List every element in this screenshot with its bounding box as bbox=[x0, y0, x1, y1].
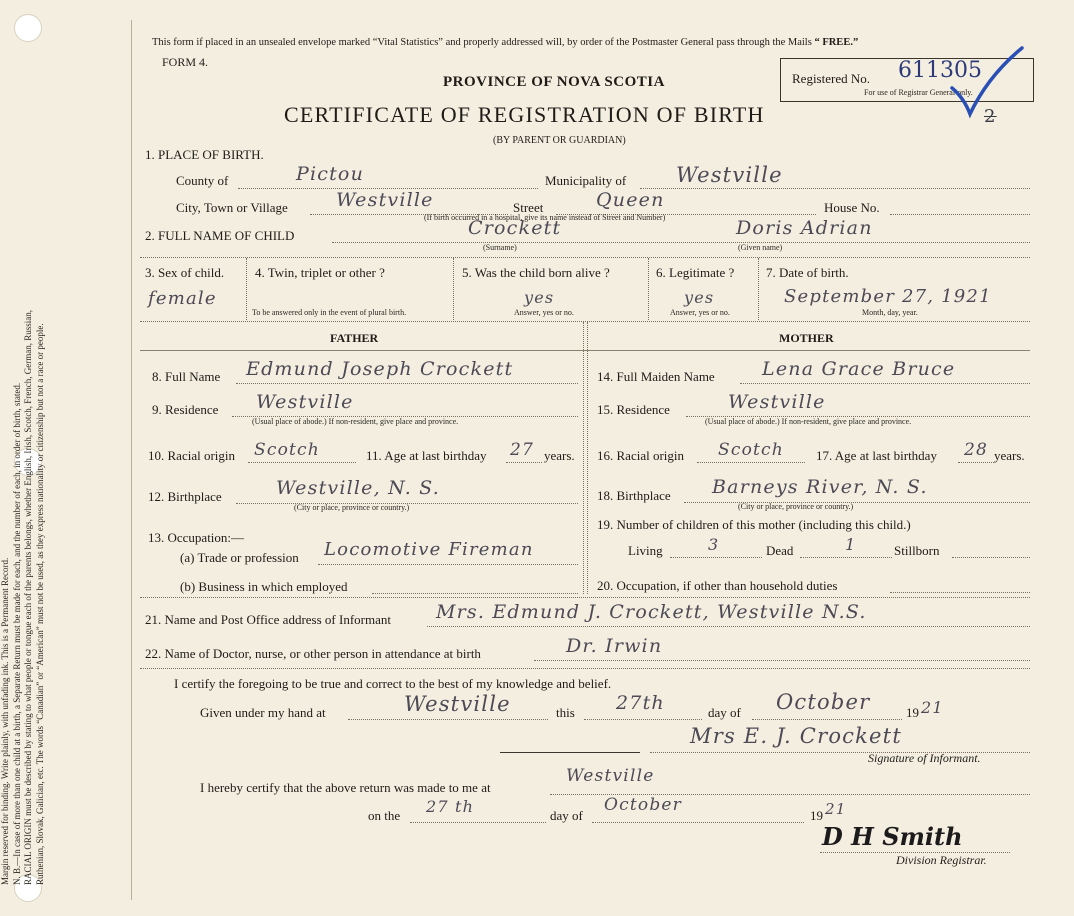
mother-name-line bbox=[740, 383, 1030, 384]
mother-residence-label: 15. Residence bbox=[597, 402, 670, 417]
row-3-7-top bbox=[140, 257, 1030, 258]
mail-notice-free: “ FREE.” bbox=[814, 37, 859, 48]
mother-residence-note: (Usual place of abode.) If non-resident, give place and province. bbox=[705, 417, 912, 426]
father-racial-value: Scotch bbox=[254, 440, 320, 460]
doctor-value: Dr. Irwin bbox=[566, 635, 663, 657]
parents-divider-2 bbox=[587, 322, 588, 594]
street-value: Queen bbox=[596, 189, 665, 211]
given-day-line bbox=[584, 719, 702, 720]
father-age-unit: years. bbox=[544, 448, 575, 463]
child-name-label: 2. FULL NAME OF CHILD bbox=[145, 228, 295, 243]
father-age-label: 11. Age at last birthday bbox=[366, 448, 487, 463]
registered-label: Registered No. bbox=[792, 71, 870, 86]
mother-birthplace-value: Barneys River, N. S. bbox=[712, 476, 928, 498]
alive-label: 5. Was the child born alive ? bbox=[462, 265, 610, 280]
registrar-place-value: Westville bbox=[566, 766, 655, 786]
mother-heading: MOTHER bbox=[779, 331, 834, 345]
county-value: Pictou bbox=[296, 163, 365, 185]
corner-mark: 2 bbox=[984, 106, 997, 127]
mother-name-label: 14. Full Maiden Name bbox=[597, 369, 715, 384]
stillborn-label: Stillborn bbox=[894, 543, 940, 558]
registrar-month-line bbox=[592, 822, 804, 823]
registrar-year-value: 21 bbox=[825, 800, 847, 818]
mother-name-value: Lena Grace Bruce bbox=[762, 358, 956, 380]
father-birthplace-label: 12. Birthplace bbox=[148, 489, 222, 504]
informant-line bbox=[427, 626, 1030, 627]
doctor-line bbox=[534, 660, 1030, 661]
registrar-statement: I hereby certify that the above return was made to me at bbox=[200, 780, 491, 795]
mother-age-label: 17. Age at last birthday bbox=[816, 448, 937, 463]
informant-signature-label: Signature of Informant. bbox=[868, 751, 981, 765]
divider-twin-alive bbox=[453, 258, 454, 320]
municipality-label: Municipality of bbox=[545, 173, 627, 188]
father-occupation-label: 13. Occupation:— bbox=[148, 530, 245, 545]
margin-instructions bbox=[0, 25, 46, 885]
mother-occupation-label: 20. Occupation, if other than household duties bbox=[597, 578, 838, 593]
place-of-birth-heading: 1. PLACE OF BIRTH. bbox=[145, 147, 264, 162]
given-place-line bbox=[348, 719, 548, 720]
given-day-of-label: day of bbox=[708, 705, 741, 720]
dob-label: 7. Date of birth. bbox=[766, 265, 849, 280]
margin-line-1: Margin reserved for binding. Write plainly, with unfading ink. This is a Permanent Record. bbox=[0, 557, 10, 885]
given-day-value: 27th bbox=[616, 692, 665, 714]
municipality-line bbox=[640, 188, 1030, 189]
child-surname-value: Crockett bbox=[468, 217, 562, 239]
given-year-value: 21 bbox=[921, 698, 944, 717]
legitimate-value: yes bbox=[684, 288, 715, 307]
given-month-line bbox=[752, 719, 902, 720]
father-birthplace-note: (City or place, province or country.) bbox=[294, 503, 410, 512]
father-racial-label: 10. Racial origin bbox=[148, 448, 236, 463]
alive-value: yes bbox=[524, 288, 555, 307]
father-trade-value: Locomotive Fireman bbox=[324, 539, 534, 560]
row-3-7-bottom bbox=[140, 321, 1030, 322]
mother-residence-value: Westville bbox=[728, 391, 826, 413]
registrar-day-value: 27 th bbox=[426, 797, 475, 816]
legitimate-note: Answer, yes or no. bbox=[670, 308, 730, 317]
mother-age-unit: years. bbox=[994, 448, 1025, 463]
form-number: FORM 4. bbox=[162, 55, 209, 69]
binding-margin bbox=[58, 20, 132, 900]
child-name-line bbox=[332, 242, 1030, 243]
father-residence-label: 9. Residence bbox=[152, 402, 219, 417]
registrar-month-value: October bbox=[604, 795, 682, 815]
child-given-value: Doris Adrian bbox=[736, 217, 873, 239]
father-trade-line bbox=[318, 564, 578, 565]
registrar-signature-value: D H Smith bbox=[822, 822, 963, 851]
registered-number: 611305 bbox=[898, 58, 982, 83]
twin-note: To be answered only in the event of plural birth. bbox=[252, 308, 407, 317]
parents-heading-line bbox=[140, 350, 1030, 351]
dead-line bbox=[800, 557, 892, 558]
father-age-value: 27 bbox=[510, 440, 535, 460]
street-label: Street bbox=[513, 200, 544, 215]
father-name-label: 8. Full Name bbox=[152, 369, 221, 384]
child-given-label: (Given name) bbox=[738, 243, 783, 252]
divider-legit-dob bbox=[758, 258, 759, 320]
mother-racial-value: Scotch bbox=[718, 440, 784, 460]
father-business-label: (b) Business in which employed bbox=[180, 579, 348, 594]
mother-birthplace-label: 18. Birthplace bbox=[597, 488, 671, 503]
father-name-value: Edmund Joseph Crockett bbox=[246, 358, 514, 380]
province-title: PROVINCE OF NOVA SCOTIA bbox=[443, 74, 665, 90]
sex-label: 3. Sex of child. bbox=[145, 265, 225, 280]
mother-racial-label: 16. Racial origin bbox=[597, 448, 685, 463]
divider-sex-twin bbox=[246, 258, 247, 320]
father-heading: FATHER bbox=[330, 331, 379, 345]
living-line bbox=[670, 557, 762, 558]
mother-occupation-line bbox=[890, 592, 1030, 593]
certificate-subtitle: (BY PARENT OR GUARDIAN) bbox=[493, 135, 626, 146]
given-month-value: October bbox=[776, 690, 871, 714]
dead-label: Dead bbox=[766, 543, 794, 558]
mother-birthplace-line bbox=[684, 502, 1030, 503]
house-number-label: House No. bbox=[824, 200, 880, 215]
registrar-year-prefix: 19 bbox=[810, 808, 823, 823]
doctor-label: 22. Name of Doctor, nurse, or other person in attendance at birth bbox=[145, 646, 481, 661]
father-name-line bbox=[236, 383, 578, 384]
father-trade-label: (a) Trade or profession bbox=[180, 550, 299, 565]
informant-value: Mrs. Edmund J. Crockett, Westville N.S. bbox=[436, 601, 867, 623]
sex-value: female bbox=[148, 288, 217, 309]
parents-divider bbox=[583, 322, 584, 594]
given-place-value: Westville bbox=[404, 692, 511, 716]
father-residence-value: Westville bbox=[256, 391, 354, 413]
margin-line-3: RACIAL ORIGIN must be described by stating to what people or tongue each of the parents belongs, whether English, Irish, Scotch, French, German, Russian, bbox=[23, 309, 33, 885]
mother-children-label: 19. Number of children of this mother (including this child.) bbox=[597, 517, 911, 532]
father-age-line bbox=[506, 462, 542, 463]
registrar-day-of-label: day of bbox=[550, 808, 583, 823]
dead-value: 1 bbox=[845, 535, 857, 554]
city-value: Westville bbox=[336, 189, 434, 211]
mother-age-line bbox=[958, 462, 994, 463]
father-residence-note: (Usual place of abode.) If non-resident, give place and province. bbox=[252, 417, 459, 426]
father-birthplace-value: Westville, N. S. bbox=[276, 477, 440, 499]
this-label: this bbox=[556, 705, 575, 720]
mail-notice bbox=[152, 37, 858, 48]
informant-signature-value: Mrs E. J. Crockett bbox=[690, 724, 902, 748]
registrar-title: Division Registrar. bbox=[896, 853, 987, 867]
father-business-line bbox=[372, 593, 578, 594]
living-label: Living bbox=[628, 543, 663, 558]
stillborn-line bbox=[952, 557, 1030, 558]
blank-signature-line bbox=[500, 752, 640, 753]
dob-note: Month, day, year. bbox=[862, 308, 918, 317]
dob-value: September 27, 1921 bbox=[784, 286, 992, 307]
alive-note: Answer, yes or no. bbox=[514, 308, 574, 317]
child-surname-label: (Surname) bbox=[483, 243, 517, 252]
registrar-day-line bbox=[410, 822, 546, 823]
father-racial-line bbox=[248, 462, 356, 463]
hospital-note: (If birth occurred in a hospital, give its name instead of Street and Number) bbox=[424, 213, 666, 222]
mother-racial-line bbox=[697, 462, 805, 463]
margin-line-4: Ruthenian, Slovak, Galician, etc. The words “Canadian” or “American” must not be used, as they express nationality or citizenship but not a race or people. bbox=[34, 323, 45, 885]
doctor-bottom-line bbox=[140, 668, 1030, 669]
municipality-value: Westville bbox=[676, 163, 783, 187]
living-value: 3 bbox=[708, 535, 720, 554]
certificate-title: CERTIFICATE OF REGISTRATION OF BIRTH bbox=[284, 102, 765, 127]
parents-bottom-line bbox=[140, 597, 1030, 598]
city-label: City, Town or Village bbox=[176, 200, 288, 215]
informant-label: 21. Name and Post Office address of Informant bbox=[145, 612, 391, 627]
registrar-use-note: For use of Registrar General only. bbox=[864, 88, 973, 97]
certification-statement: I certify the foregoing to be true and correct to the best of my knowledge and belief. bbox=[174, 676, 612, 691]
given-year-prefix: 19 bbox=[906, 705, 919, 720]
divider-alive-legit bbox=[648, 258, 649, 320]
mail-notice-text: This form if placed in an unsealed envelope marked “Vital Statistics” and properly addressed will, by order of the Postmaster General pass through the Mails bbox=[152, 37, 812, 48]
mother-birthplace-note: (City or place, province or country.) bbox=[738, 502, 854, 511]
house-number-line bbox=[890, 214, 1030, 215]
given-label: Given under my hand at bbox=[200, 705, 326, 720]
on-the-label: on the bbox=[368, 808, 401, 823]
county-label: County of bbox=[176, 173, 229, 188]
twin-label: 4. Twin, triplet or other ? bbox=[255, 265, 385, 280]
margin-line-2: N. B.—In case of more than one child at a birth, a Separate Return must be made for each, and the number of each, in order of birth, stated. bbox=[11, 382, 22, 885]
legitimate-label: 6. Legitimate ? bbox=[656, 265, 735, 280]
mother-age-value: 28 bbox=[964, 440, 989, 460]
